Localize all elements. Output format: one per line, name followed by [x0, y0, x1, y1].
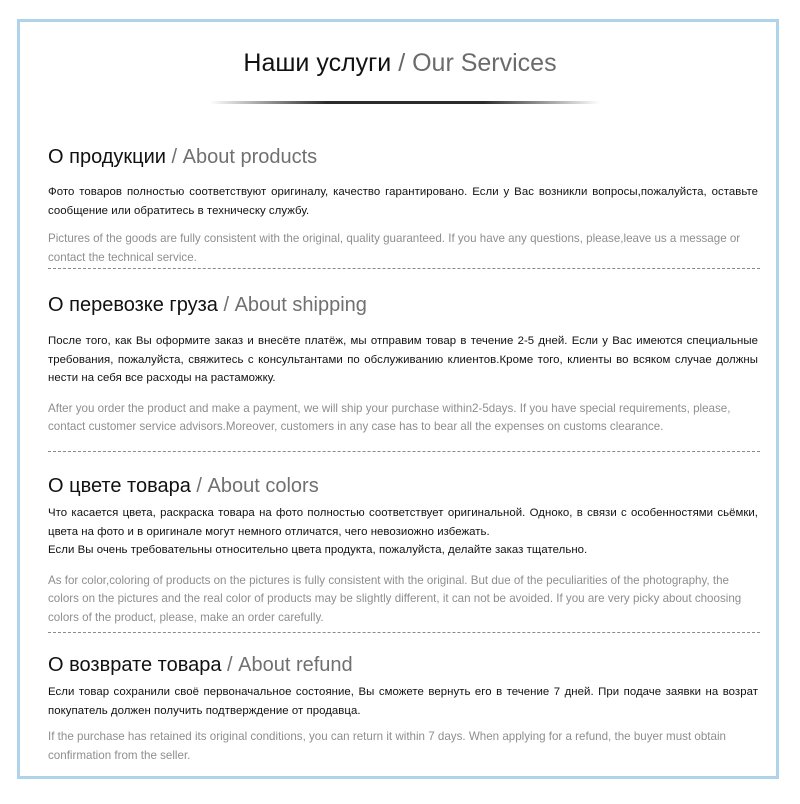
section-title-ru: О цвете товара — [48, 475, 191, 497]
section-title — [48, 293, 758, 317]
section-title-ru: О перевозке груза — [48, 294, 218, 316]
section-title-en: About shipping — [234, 294, 367, 316]
section-title-en: About colors — [207, 475, 319, 497]
section-title-sep: / — [165, 146, 183, 168]
dashed-divider — [48, 268, 760, 269]
section-title-en: About refund — [238, 654, 353, 676]
section-title-sep: / — [221, 654, 239, 676]
section-products — [48, 145, 758, 267]
section-title-ru: О продукции — [48, 146, 166, 168]
section-text-ru: После того, как Вы оформите заказ и внесёте платёж, мы отправим товар в течение 2-5 дней. Если у Вас имеются специальные требования, пожалуйста, свяжитесь с консультантами по обслуживанию клиентов.Кроме того, клиенты во всяком случае должны нести на себя все расходы на растаможку. — [48, 335, 758, 384]
header-divider — [210, 101, 600, 104]
section-title — [48, 474, 758, 498]
page-title-ru: Наши услуги — [243, 49, 392, 77]
section-refund — [48, 653, 758, 765]
section-text-en: Pictures of the goods are fully consistent with the original, quality guaranteed. If you have any questions, please,leave us a message or contact the technical service. — [48, 232, 741, 264]
section-title-ru: О возврате товара — [48, 654, 222, 676]
dashed-divider — [48, 451, 760, 452]
section-text-ru: Фото товаров полностью соответствуют оригиналу, качество гарантировано. Если у Вас возникли вопросы,пожалуйста, оставьте сообщение или обратитесь в техническу службу. — [48, 186, 758, 217]
title-separator: / — [391, 49, 413, 77]
section-text-ru: Что касается цвета, раскраска товара на фото полностью соответствует оригинальной. Одноко, в связи с особенностями сьёмки, цвета на фото и в оригинале могут немного отличатся, чего невозиожно избежать. — [48, 507, 758, 538]
section-title-en: About products — [182, 146, 318, 168]
section-shipping — [48, 293, 758, 437]
section-text-en: After you order the product and make a payment, we will ship your purchase within2-5days. If you have special requirements, please, contact customer service advisors.Moreover, customers in any case has to bear all the expenses on customs clearance. — [48, 401, 731, 433]
section-text-ru-2: Если Вы очень требовательны относительно цвета продукта, пожалуйста, делайте заказ тщательно. — [48, 544, 588, 556]
section-colors — [48, 474, 758, 627]
section-title-sep: / — [190, 475, 208, 497]
section-text-en: If the purchase has retained its original conditions, you can return it within 7 days. When applying for a refund, the buyer must obtain confirmation from the seller. — [48, 730, 726, 762]
page-title-en: Our Services — [412, 49, 557, 77]
section-title — [48, 145, 758, 169]
dashed-divider — [48, 632, 760, 633]
section-text-en: As for color,coloring of products on the pictures is fully consistent with the original. But due of the peculiarities of the photography, the colors on the pictures and the real color of products may be slightly different, it can not be avoided. If you are very picky about choosing colors of the product, please, make an order carefully. — [48, 573, 742, 624]
section-title — [48, 653, 758, 677]
page-title — [0, 48, 800, 78]
section-text-ru: Если товар сохранили своё первоначальное состояние, Вы сможете вернуть его в течение 7 дней. При подаче заявки на возрат покупатель должен получить подтверждение от продавца. — [48, 686, 758, 717]
section-title-sep: / — [217, 294, 235, 316]
